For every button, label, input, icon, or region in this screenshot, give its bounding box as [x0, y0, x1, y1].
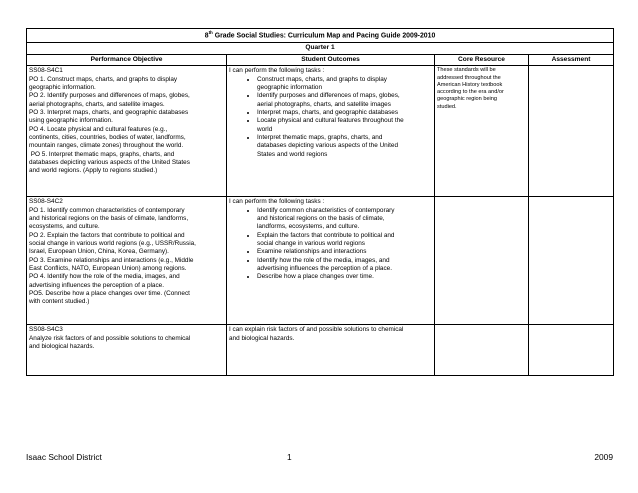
outcome-line: • Interpret thematic maps, graphs, charts, and — [257, 134, 383, 142]
performance-objective-cell — [27, 66, 227, 197]
assessment-cell — [529, 197, 614, 325]
outcome-line: geographic information — [257, 84, 323, 92]
objective-line: databases depicting various aspects of the United States — [29, 159, 190, 166]
objective-line: geographic information. — [29, 84, 96, 92]
outcome-line: and historical regions on the basis of climate, — [257, 215, 385, 223]
outcome-line: • Examine relationships and interactions — [257, 248, 367, 256]
outcome-line: world — [257, 125, 273, 133]
objective-line: continents, cities, countries, bodies of water, landforms, — [29, 134, 186, 142]
title-text: Grade Social Studies: Curriculum Map and Pacing Guide 2009-2010 — [212, 32, 436, 40]
list-item — [257, 207, 432, 232]
performance-objective-cell — [27, 325, 227, 376]
outcome-line: landforms, ecosystems, and culture. — [257, 223, 360, 231]
core-resource-cell — [435, 325, 529, 376]
objective-line: East Conflicts, NATO, European Union) among regions. — [29, 265, 187, 273]
resource-line: These standards will be — [437, 67, 496, 74]
page-footer — [26, 452, 613, 464]
objective-line: aerial photographs, charts, and satellite images. — [29, 100, 165, 108]
list-item — [257, 273, 432, 281]
list-item — [257, 257, 432, 274]
outcome-line: • Describe how a place changes over time. — [257, 273, 374, 281]
list-item — [257, 109, 432, 117]
footer-district: Isaac School District — [26, 452, 102, 462]
outcome-line: • Interpret maps, charts, and geographic databases — [257, 109, 399, 117]
quarter-label: Quarter 1 — [27, 43, 614, 55]
list-item — [257, 232, 432, 249]
outcome-list — [229, 207, 432, 282]
resource-line: according to the era and/or — [437, 89, 504, 96]
outcome-intro: I can perform the following tasks : — [229, 67, 325, 75]
table-row — [27, 325, 614, 376]
title-superscript: th — [208, 30, 213, 35]
table-row — [27, 197, 614, 325]
resource-line: geographic region being — [437, 96, 498, 103]
resource-line: addressed throughout the — [437, 74, 501, 81]
list-item — [257, 76, 432, 93]
objective-line: Israel, European Union, China, Korea, Germany). — [29, 248, 169, 256]
resource-line: American History textbook — [437, 81, 503, 88]
outcome-line: aerial photographs, charts, and satellite images — [257, 100, 391, 108]
outcome-line: and biological hazards. — [229, 334, 295, 342]
outcome-line: I can explain risk factors of and possible solutions to chemical — [229, 326, 404, 334]
objective-line: PO 4. Identify how the role of the media, images, and — [29, 273, 180, 281]
objective-line: social change in various world regions (e.g., USSR/Russia, — [29, 240, 196, 248]
header-student-outcomes: Student Outcomes — [227, 54, 435, 66]
objective-line: PO5. Describe how a place changes over time. (Connect — [29, 290, 190, 297]
assessment-cell — [529, 325, 614, 376]
student-outcomes-cell — [227, 325, 435, 376]
objective-line: ecosystems, and culture. — [29, 223, 100, 231]
core-resource-cell — [435, 197, 529, 325]
objective-line: PO 3. Interpret maps, charts, and geographic databases — [29, 109, 189, 117]
objective-line: advertising influences the perception of a place. — [29, 281, 164, 289]
list-item — [257, 248, 432, 256]
list-item — [257, 92, 432, 109]
objective-line: PO 5. Interpret thematic maps, graphs, charts, and — [29, 150, 175, 158]
outcome-line: • Identify common characteristics of contemporary — [257, 206, 395, 214]
header-row — [27, 54, 614, 66]
outcome-intro: I can perform the following tasks : — [229, 198, 325, 206]
student-outcomes-cell — [227, 66, 435, 197]
objective-line: PO 3. Examine relationships and interactions (e.g., Middle — [29, 256, 194, 264]
assessment-cell — [529, 66, 614, 197]
objective-line: SS08-S4C2 — [29, 198, 63, 206]
title-grade: 8 — [204, 32, 209, 40]
header-performance-objective: Performance Objective — [27, 54, 227, 66]
outcome-line: • Explain the factors that contribute to political and — [257, 231, 395, 239]
list-item — [257, 117, 432, 134]
outcome-line: • Construct maps, charts, and graphs to display — [257, 75, 388, 83]
document-title — [27, 29, 614, 43]
objective-line: mountain ranges, climate zones) throughout the world. — [29, 142, 184, 150]
list-item — [257, 134, 432, 159]
table-row — [27, 66, 614, 197]
student-outcomes-cell — [227, 197, 435, 325]
outcome-line: • Identify how the role of the media, images, and — [257, 256, 390, 264]
objective-line: SS08-S4C1 — [29, 67, 63, 75]
outcome-list — [229, 76, 432, 159]
outcome-line: States and world regions — [257, 150, 328, 158]
curriculum-table — [26, 28, 614, 376]
objective-line: PO 2. Explain the factors that contribute to political and — [29, 231, 185, 239]
footer-year: 2009 — [594, 452, 613, 462]
objective-line: PO 1. Construct maps, charts, and graphs to display — [29, 75, 178, 83]
performance-objective-cell — [27, 197, 227, 325]
outcome-line: advertising influences the perception of a place. — [257, 265, 392, 273]
objective-line: PO 2. Identify purposes and differences of maps, globes, — [29, 92, 190, 100]
outcome-line: • Locate physical and cultural features throughout the — [257, 117, 404, 125]
core-resource-cell — [435, 66, 529, 197]
objective-line: Analyze risk factors of and possible solutions to chemical — [29, 334, 191, 342]
outcome-line: • Identify purposes and differences of maps, globes, — [257, 92, 400, 100]
objective-line: and historical regions on the basis of climate, landforms, — [29, 215, 189, 223]
outcome-line: social change in various world regions — [257, 240, 365, 248]
objective-line: PO 4. Locate physical and cultural features (e.g., — [29, 125, 168, 133]
resource-line: studied. — [437, 103, 457, 110]
header-assessment: Assessment — [529, 54, 614, 66]
header-core-resource: Core Resource — [435, 54, 529, 66]
objective-line: and world regions. (Apply to regions studied.) — [29, 167, 158, 175]
objective-line: with content studied.) — [29, 298, 90, 306]
objective-line: using geographic information. — [29, 117, 113, 125]
objective-line: SS08-S4C3 — [29, 326, 63, 334]
objective-line: and biological hazards. — [29, 343, 95, 351]
footer-page-number: 1 — [287, 452, 292, 462]
outcome-line: databases depicting various aspects of the United — [257, 142, 399, 150]
objective-line: PO 1. Identify common characteristics of contemporary — [29, 206, 185, 214]
